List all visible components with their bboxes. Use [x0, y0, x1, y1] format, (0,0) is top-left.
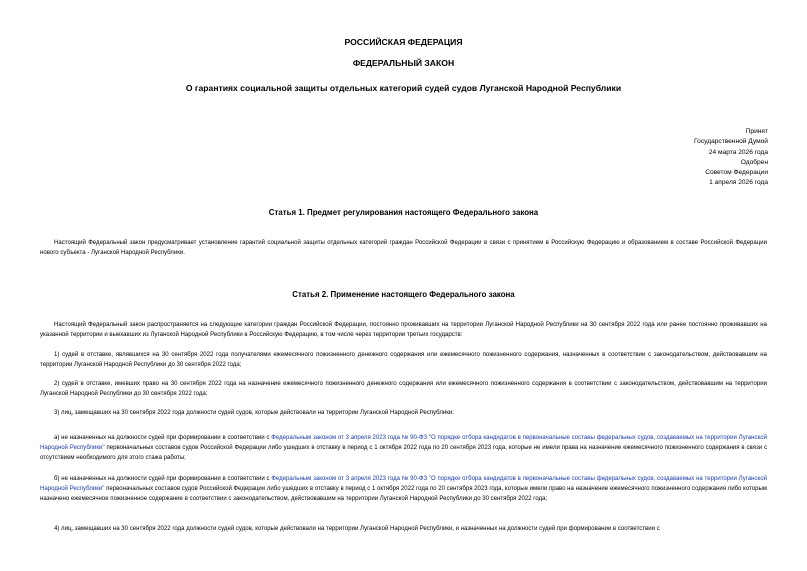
adopted-date: 24 марта 2026 года	[708, 148, 768, 156]
subitem-b-prefix: б) не назначенных на должности судей при формировании в соответствии с	[54, 476, 272, 482]
article-2-item-3: 3) лиц, замещавших на 30 сентября 2022 года должности судей судов, которые действовали на территории Луганской Народной Республики:	[54, 410, 454, 416]
article-1-heading: Статья 1. Предмет регулирования настоящего Федерального закона	[268, 208, 539, 217]
article-2-heading: Статья 2. Применение настоящего Федерального закона	[292, 290, 515, 299]
article-2-subitem-a	[40, 433, 767, 464]
article-2-intro: Настоящий Федеральный закон распространяется на следующие категории граждан Российской Федерации, постоянно проживавших на территории Луганской Народной Республики на 30 сентября 2022 года или ранее постоянно проживавших на указанной территории и выехавших из Луганской Народной Республики в Российскую Федерацию, в том числе через территории третьих государств:	[40, 322, 767, 339]
article-2-item-4: 4) лиц, замещавших на 30 сентября 2022 года должности судей судов, которые действовали на территории Луганской Народной Республики, и назначенных на должности судей при формировании в соответствии с	[54, 526, 660, 532]
subitem-a-suffix: первоначальных составов судов Российской Федерации либо ушедших в отставку в период с 1 октября 2022 года по 20 сентября 2023 года, которые не имели права на назначение ежемесячного пожизненного содержания в связи с отсутствием необходимого для этого стажа работы;	[40, 445, 767, 462]
law-type-heading: ФЕДЕРАЛЬНЫЙ ЗАКОН	[352, 58, 455, 68]
article-2-subitem-b	[40, 474, 767, 505]
approved-by: Советом Федерации	[705, 169, 768, 177]
subitem-b-suffix: первоначальных составов судов Российской Федерации либо ушедших в отставку в период с 1 октября 2022 года по 20 сентября 2023 года, которые имели право на назначение ежемесячного пожизненного содержания либо которым назначено ежемесячное пожизненное содержание в соответствии с законодательством, действовавшим на территории Луганской Народной Республики до 30 сентября 2022 года;	[40, 486, 767, 503]
federation-heading: РОССИЙСКАЯ ФЕДЕРАЦИЯ	[344, 37, 463, 47]
article-2-item-1: 1) судей в отставке, являвшихся на 30 сентября 2022 года получателями ежемесячного пожизненного денежного содержания или ежемесячного пожизненного содержания, назначенных в соответствии с законодательством, действовавшим на территории Луганской Народной Республики до 30 сентября 2022 года;	[40, 352, 767, 369]
approved-label: Одобрен	[740, 158, 768, 166]
adopted-by: Государственной Думой	[694, 138, 768, 146]
approved-date: 1 апреля 2026 года	[709, 179, 768, 187]
article-2-item-2: 2) судей в отставке, имевших право на 30 сентября 2022 года на назначение ежемесячного пожизненного денежного содержания или ежемесячного пожизненного содержания в соответствии с законодательством, действовавшим на территории Луганской Народной Республики до 30 сентября 2022 года;	[40, 381, 767, 398]
adoption-block	[694, 127, 768, 189]
adopted-label: Принят	[745, 128, 768, 135]
article-1-text: Настоящий Федеральный закон предусматривает установление гарантий социальной защиты отдельных категорий граждан Российской Федерации в связи с принятием в Российскую Федерацию и образованием в составе Российской Федерации нового субъекта - Луганской Народной Республики.	[40, 240, 767, 257]
federal-law-link-b[interactable]: Федеральным законом от 3 апреля 2023 года № 90-ФЗ "О порядке отбора кандидатов в первоначальные составы федеральных судов, создаваемых на территории Луганской Народной Республики"	[40, 476, 767, 493]
subitem-a-prefix: а) не назначенных на должности судей при формировании в соответствии с	[54, 435, 272, 441]
law-title: О гарантиях социальной защиты отдельных категорий судей судов Луганской Народной Республики	[185, 83, 622, 93]
federal-law-link-a[interactable]: Федеральным законом от 3 апреля 2023 года № 90-ФЗ "О порядке отбора кандидатов в первоначальные составы федеральных судов, создаваемых на территории Луганской Народной Республики"	[40, 435, 767, 452]
